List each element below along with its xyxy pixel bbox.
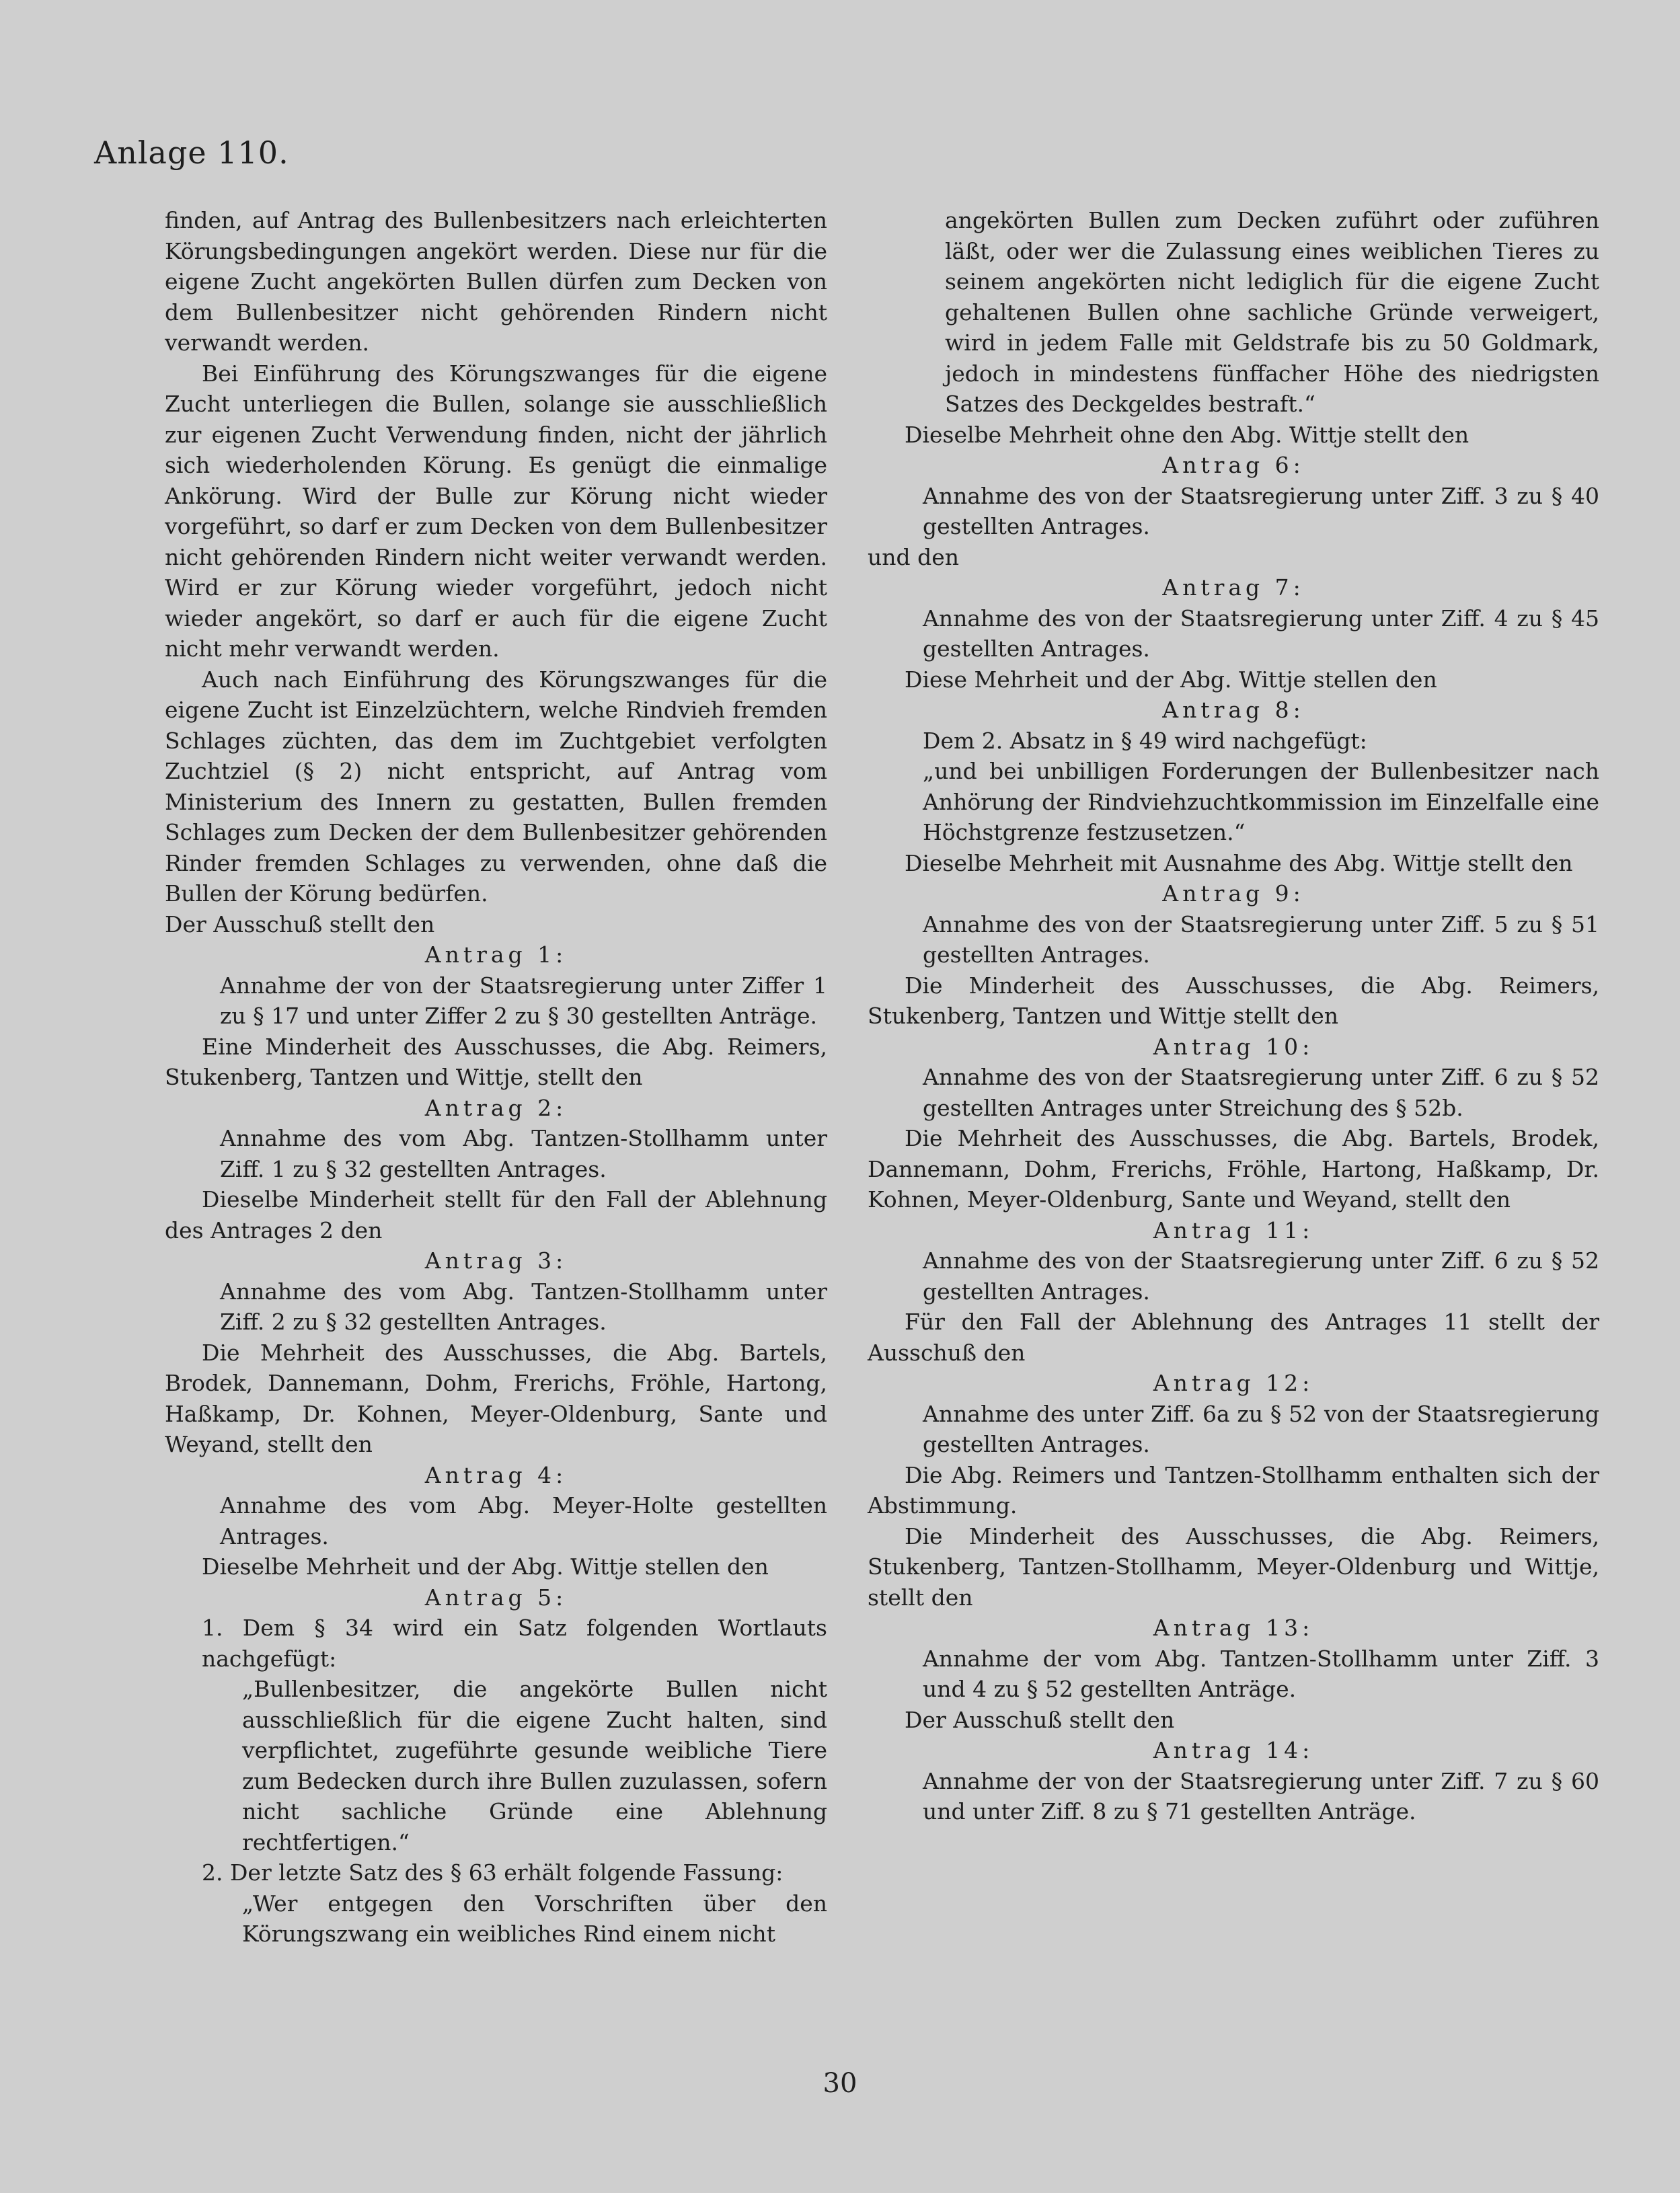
motion-heading: Antrag 4:	[424, 1461, 568, 1488]
paragraph: Annahme der von der Staatsregierung unter Ziff. 7 zu § 60 und unter Ziff. 8 zu § 71 gestellten Anträge.	[923, 1767, 1599, 1824]
paragraph: Annahme der von der Staatsregierung unter Ziffer 1 zu § 17 und unter Ziffer 2 zu § 30 gestellten Anträge.	[220, 972, 827, 1029]
motion-heading: Antrag 1:	[424, 941, 568, 968]
quoted-text: „Wer entgegen den Vorschriften über den Körungszwang ein weibliches Rind einem nicht	[242, 1890, 827, 1947]
motion-heading: Antrag 9:	[1162, 880, 1305, 907]
paragraph: Diese Mehrheit und der Abg. Wittje stellen den	[905, 666, 1437, 693]
paragraph: „und bei unbilligen Forderungen der Bullenbesitzer nach Anhörung der Rindviehzuchtkommission im Einzelfalle eine Höchstgrenze festzusetzen.“	[923, 758, 1599, 845]
paragraph: Dieselbe Minderheit stellt für den Fall der Ablehnung des Antrages 2 den	[165, 1186, 827, 1243]
paragraph: Annahme des von der Staatsregierung unter Ziff. 3 zu § 40 gestellten Antrages.	[923, 482, 1599, 539]
paragraph: und den	[868, 543, 960, 570]
page-number: 30	[823, 2068, 857, 2099]
left-column	[165, 205, 827, 1950]
motion-heading: Antrag 2:	[424, 1094, 568, 1121]
paragraph: Annahme des von der Staatsregierung unter Ziff. 4 zu § 45 gestellten Antrages.	[923, 605, 1599, 662]
paragraph: Die Minderheit des Ausschusses, die Abg. Reimers, Stukenberg, Tantzen-Stollhamm, Meyer-Oldenburg und Wittje, stellt den	[868, 1523, 1599, 1611]
numbered-item: 2. Der letzte Satz des § 63 erhält folgende Fassung:	[202, 1859, 784, 1886]
quoted-text: angekörten Bullen zum Decken zuführt oder zuführen läßt, oder wer die Zulassung eines weiblichen Tieres zu seinem angekörten nicht lediglich für die eigene Zucht gehaltenen Bullen ohne sachliche Gründe verweigert, wird in jedem Falle mit Geldstrafe bis zu 50 Goldmark, jedoch in mindestens fünffacher Höhe des niedrigsten Satzes des Deckgeldes bestraft.“	[945, 207, 1599, 417]
motion-heading: Antrag 13:	[1153, 1615, 1314, 1641]
right-column	[868, 205, 1599, 1827]
paragraph: Der Ausschuß stellt den	[165, 911, 435, 937]
motion-heading: Antrag 7:	[1162, 574, 1305, 601]
paragraph: Für den Fall der Ablehnung des Antrages 11 stellt der Ausschuß den	[868, 1309, 1599, 1366]
paragraph: Annahme des von der Staatsregierung unter Ziff. 6 zu § 52 gestellten Antrages.	[923, 1247, 1599, 1305]
paragraph: finden, auf Antrag des Bullenbesitzers nach erleichterten Körungsbedingungen angekört werden. Diese nur für die eigene Zucht angekörten Bullen dürfen zum Decken von dem Bullenbesitzer nicht gehörenden Rindern nicht verwandt werden.	[165, 207, 827, 356]
paragraph: Dieselbe Mehrheit ohne den Abg. Wittje stellt den	[905, 421, 1469, 448]
paragraph: Die Abg. Reimers und Tantzen-Stollhamm enthalten sich der Abstimmung.	[868, 1461, 1599, 1518]
paragraph: Dem 2. Absatz in § 49 wird nachgefügt:	[923, 727, 1367, 754]
paragraph: Annahme des vom Abg. Meyer-Holte gestellten Antrages.	[220, 1492, 827, 1549]
motion-heading: Antrag 3:	[424, 1247, 568, 1274]
paragraph: Annahme der vom Abg. Tantzen-Stollhamm unter Ziff. 3 und 4 zu § 52 gestellten Anträge.	[923, 1645, 1599, 1702]
paragraph: Annahme des vom Abg. Tantzen-Stollhamm unter Ziff. 2 zu § 32 gestellten Antrages.	[220, 1278, 827, 1335]
motion-heading: Antrag 5:	[424, 1584, 568, 1611]
paragraph: Bei Einführung des Körungszwanges für die eigene Zucht unterliegen die Bullen, solange sie ausschließlich zur eigenen Zucht Verwendung finden, nicht der jährlich sich wiederholenden Körung. Es genügt die einmalige Ankörung. Wird der Bulle zur Körung nicht wieder vorgeführt, so darf er zum Decken von dem Bullenbesitzer nicht gehörenden Rindern nicht weiter verwandt werden. Wird er zur Körung wieder vorgeführt, jedoch nicht wieder angekört, so darf er auch für die eigene Zucht nicht mehr verwandt werden.	[165, 360, 827, 662]
numbered-item: 1. Dem § 34 wird ein Satz folgenden Wortlauts nachgefügt:	[202, 1615, 827, 1672]
motion-heading: Antrag 12:	[1153, 1370, 1314, 1396]
motion-heading: Antrag 8:	[1162, 697, 1305, 723]
paragraph: Auch nach Einführung des Körungszwanges für die eigene Zucht ist Einzelzüchtern, welche Rindvieh fremden Schlages züchten, das dem im Zuchtgebiet verfolgten Zuchtziel (§ 2) nicht entspricht, auf Antrag vom Ministerium des Innern zu gestatten, Bullen fremden Schlages zum Decken der dem Bullenbesitzer gehörenden Rinder fremden Schlages zu verwenden, ohne daß die Bullen der Körung bedürfen.	[165, 666, 827, 907]
quoted-text: „Bullenbesitzer, die angekörte Bullen nicht ausschließlich für die eigene Zucht halten, sind verpflichtet, zugeführte gesunde weibliche Tiere zum Bedecken durch ihre Bullen zuzulassen, sofern nicht sachliche Gründe eine Ablehnung rechtfertigen.“	[242, 1676, 827, 1855]
paragraph: Die Mehrheit des Ausschusses, die Abg. Bartels, Brodek, Dannemann, Dohm, Frerichs, Fröhle, Hartong, Haßkamp, Dr. Kohnen, Meyer-Oldenburg, Sante und Weyand, stellt den	[165, 1339, 827, 1457]
paragraph: Der Ausschuß stellt den	[905, 1706, 1175, 1733]
paragraph: Eine Minderheit des Ausschusses, die Abg. Reimers, Stukenberg, Tantzen und Wittje, stellt den	[165, 1033, 827, 1090]
paragraph: Dieselbe Mehrheit mit Ausnahme des Abg. Wittje stellt den	[905, 849, 1573, 876]
motion-heading: Antrag 14:	[1153, 1737, 1314, 1763]
paragraph: Annahme des unter Ziff. 6a zu § 52 von der Staatsregierung gestellten Antrages.	[923, 1400, 1599, 1457]
paragraph: Annahme des von der Staatsregierung unter Ziff. 5 zu § 51 gestellten Antrages.	[923, 911, 1599, 968]
page-header: Anlage 110.	[94, 134, 289, 171]
motion-heading: Antrag 6:	[1162, 452, 1305, 478]
paragraph: Annahme des vom Abg. Tantzen-Stollhamm unter Ziff. 1 zu § 32 gestellten Antrages.	[220, 1125, 827, 1182]
paragraph: Die Minderheit des Ausschusses, die Abg. Reimers, Stukenberg, Tantzen und Wittje stellt den	[868, 972, 1599, 1029]
paragraph: Annahme des von der Staatsregierung unter Ziff. 6 zu § 52 gestellten Antrages unter Streichung des § 52b.	[923, 1064, 1599, 1121]
motion-heading: Antrag 10:	[1153, 1033, 1314, 1060]
paragraph: Dieselbe Mehrheit und der Abg. Wittje stellen den	[202, 1553, 769, 1580]
paragraph: Die Mehrheit des Ausschusses, die Abg. Bartels, Brodek, Dannemann, Dohm, Frerichs, Fröhle, Hartong, Haßkamp, Dr. Kohnen, Meyer-Oldenburg, Sante und Weyand, stellt den	[868, 1125, 1599, 1213]
motion-heading: Antrag 11:	[1153, 1217, 1314, 1243]
